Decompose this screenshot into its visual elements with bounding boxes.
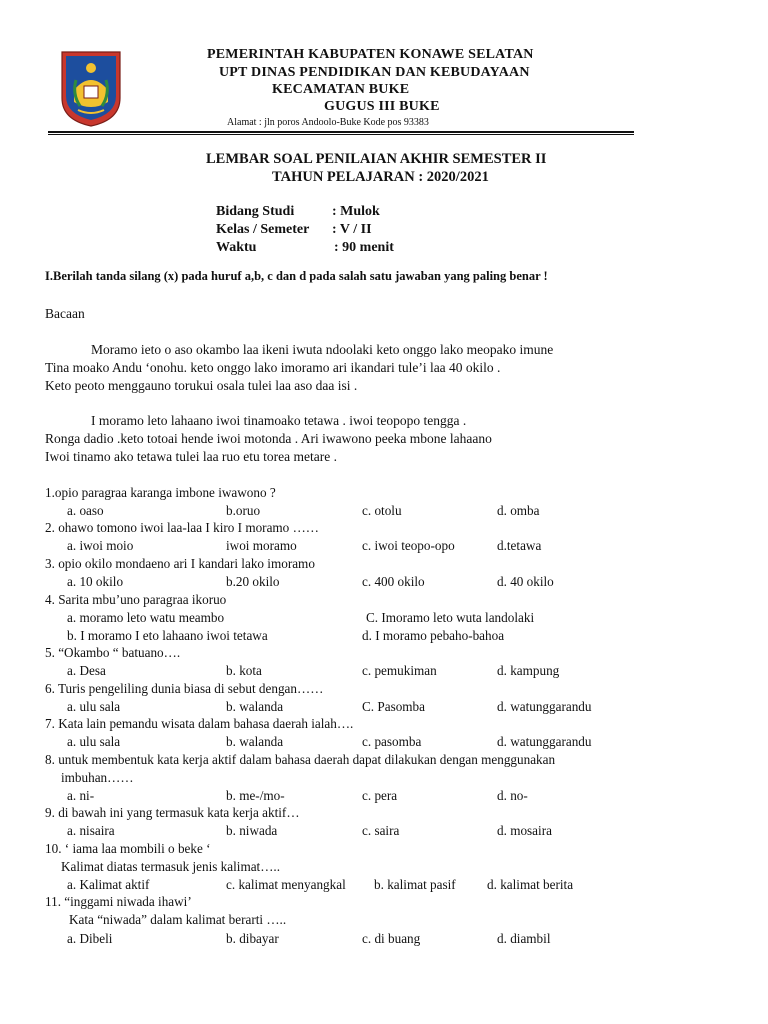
- q3-option-c: c. 400 okilo: [362, 574, 425, 589]
- q2-option-b: iwoi moramo: [226, 538, 297, 553]
- q7-option-b: b. walanda: [226, 734, 284, 749]
- q1-option-d: d. omba: [497, 503, 540, 518]
- q8-option-d: d. no-: [497, 788, 528, 803]
- header-divider-thin: [48, 134, 634, 135]
- question-10: 10. ‘ iama laa mombili o beke ‘: [45, 841, 211, 856]
- q1-option-c: c. otolu: [362, 503, 402, 518]
- header-line-department: UPT DINAS PENDIDIKAN DAN KEBUDAYAAN: [219, 65, 530, 80]
- q7-option-c: c. pasomba: [362, 734, 422, 749]
- header-line-government: PEMERINTAH KABUPATEN KONAWE SELATAN: [207, 47, 534, 62]
- question-11: 11. “inggami niwada ihawi’: [45, 894, 192, 909]
- q9-option-c: c. saira: [362, 823, 400, 838]
- reading-p2-line2: Ronga dadio .keto totoai hende iwoi motonda . Ari iwawono peeka mbone lahaano: [45, 431, 492, 446]
- reading-p2-line3: Iwoi tinamo ako tetawa tulei laa ruo etu torea metare .: [45, 449, 338, 464]
- q2-option-d: d.tetawa: [497, 538, 542, 553]
- q3-option-a: a. 10 okilo: [67, 574, 124, 589]
- question-6: 6. Turis pengeliling dunia biasa di sebut dengan……: [45, 681, 324, 696]
- subject-value: : Mulok: [332, 204, 380, 219]
- question-2: 2. ohawo tomono iwoi laa-laa I kiro I moramo ……: [45, 520, 319, 535]
- q2-option-c: c. iwoi teopo-opo: [362, 538, 455, 553]
- header-divider-thick: [48, 131, 634, 133]
- q6-option-c: C. Pasomba: [362, 699, 426, 714]
- q3-option-b: b.20 okilo: [226, 574, 280, 589]
- header-address: Alamat : jln poros Andoolo-Buke Kode pos 93383: [227, 117, 429, 128]
- reading-p1-line1: Moramo ieto o aso okambo laa ikeni iwuta ndoolaki keto onggo lako meopako imune: [91, 342, 554, 357]
- reading-label: Bacaan: [45, 306, 85, 321]
- q7-option-a: a. ulu sala: [67, 734, 121, 749]
- class-value: : V / II: [332, 222, 372, 237]
- q11-option-d: d. diambil: [497, 931, 551, 946]
- question-5: 5. “Okambo “ batuano….: [45, 645, 181, 660]
- q9-option-a: a. nisaira: [67, 823, 115, 838]
- question-11-continued: Kata “niwada” dalam kalimat berarti …..: [69, 912, 287, 927]
- question-7: 7. Kata lain pemandu wisata dalam bahasa daerah ialah….: [45, 716, 354, 731]
- q5-option-d: d. kampung: [497, 663, 560, 678]
- q5-option-b: b. kota: [226, 663, 262, 678]
- q10-option-b: b. kalimat pasif: [374, 877, 456, 892]
- q7-option-d: d. watunggarandu: [497, 734, 592, 749]
- question-9: 9. di bawah ini yang termasuk kata kerja aktif…: [45, 805, 300, 820]
- q4-option-b: b. I moramo I eto lahaano iwoi tetawa: [67, 628, 268, 643]
- q2-option-a: a. iwoi moio: [67, 538, 134, 553]
- question-1: 1.opio paragraa karanga imbone iwawono ?: [45, 485, 276, 500]
- time-label: Waktu: [216, 240, 257, 255]
- q6-option-a: a. ulu sala: [67, 699, 121, 714]
- question-10-continued: Kalimat diatas termasuk jenis kalimat…..: [61, 859, 281, 874]
- reading-p1-line3: Keto peoto menggauno torukui osala tulei laa aso daa isi .: [45, 378, 358, 393]
- question-8-continued: imbuhan……: [61, 770, 134, 785]
- question-8: 8. untuk membentuk kata kerja aktif dalam bahasa daerah dapat dilakukan dengan menggunakan: [45, 752, 556, 767]
- q9-option-b: b. niwada: [226, 823, 278, 838]
- q10-option-a: a. Kalimat aktif: [67, 877, 150, 892]
- regency-emblem-logo: [60, 50, 122, 128]
- q11-option-b: b. dibayar: [226, 931, 279, 946]
- q4-option-c: C. Imoramo leto wuta landolaki: [366, 610, 535, 625]
- q11-option-a: a. Dibeli: [67, 931, 113, 946]
- q11-option-c: c. di buang: [362, 931, 421, 946]
- q5-option-a: a. Desa: [67, 663, 106, 678]
- time-value: : 90 menit: [334, 240, 394, 255]
- header-line-district: KECAMATAN BUKE: [272, 82, 410, 97]
- reading-p2-line1: I moramo leto lahaano iwoi tinamoako tetawa . iwoi teopopo tengga .: [91, 413, 467, 428]
- q8-option-b: b. me-/mo-: [226, 788, 285, 803]
- question-3: 3. opio okilo mondaeno ari I kandari lako imoramo: [45, 556, 315, 571]
- q8-option-a: a. ni-: [67, 788, 95, 803]
- q1-option-b: b.oruo: [226, 503, 261, 518]
- q10-option-c: c. kalimat menyangkal: [226, 877, 346, 892]
- q8-option-c: c. pera: [362, 788, 398, 803]
- q10-option-d: d. kalimat berita: [487, 877, 574, 892]
- q4-option-a: a. moramo leto watu meambo: [67, 610, 225, 625]
- q4-option-d: d. I moramo pebaho-bahoa: [362, 628, 505, 643]
- question-4: 4. Sarita mbu’uno paragraa ikoruo: [45, 592, 227, 607]
- q6-option-d: d. watunggarandu: [497, 699, 592, 714]
- class-label: Kelas / Semeter: [216, 222, 310, 237]
- reading-p1-line2: Tina moako Andu ‘onohu. keto onggo lako imoramo ari ikandari tule’i laa 40 okilo .: [45, 360, 501, 375]
- q5-option-c: c. pemukiman: [362, 663, 437, 678]
- q6-option-b: b. walanda: [226, 699, 284, 714]
- instruction-text: I.Berilah tanda silang (x) pada huruf a,b, c dan d pada salah satu jawaban yang paling benar !: [45, 269, 548, 283]
- academic-year: TAHUN PELAJARAN : 2020/2021: [272, 169, 489, 185]
- q9-option-d: d. mosaira: [497, 823, 552, 838]
- header-line-cluster: GUGUS III BUKE: [324, 99, 440, 114]
- subject-label: Bidang Studi: [216, 204, 295, 219]
- q3-option-d: d. 40 okilo: [497, 574, 554, 589]
- exam-title: LEMBAR SOAL PENILAIAN AKHIR SEMESTER II: [206, 151, 547, 167]
- q1-option-a: a. oaso: [67, 503, 104, 518]
